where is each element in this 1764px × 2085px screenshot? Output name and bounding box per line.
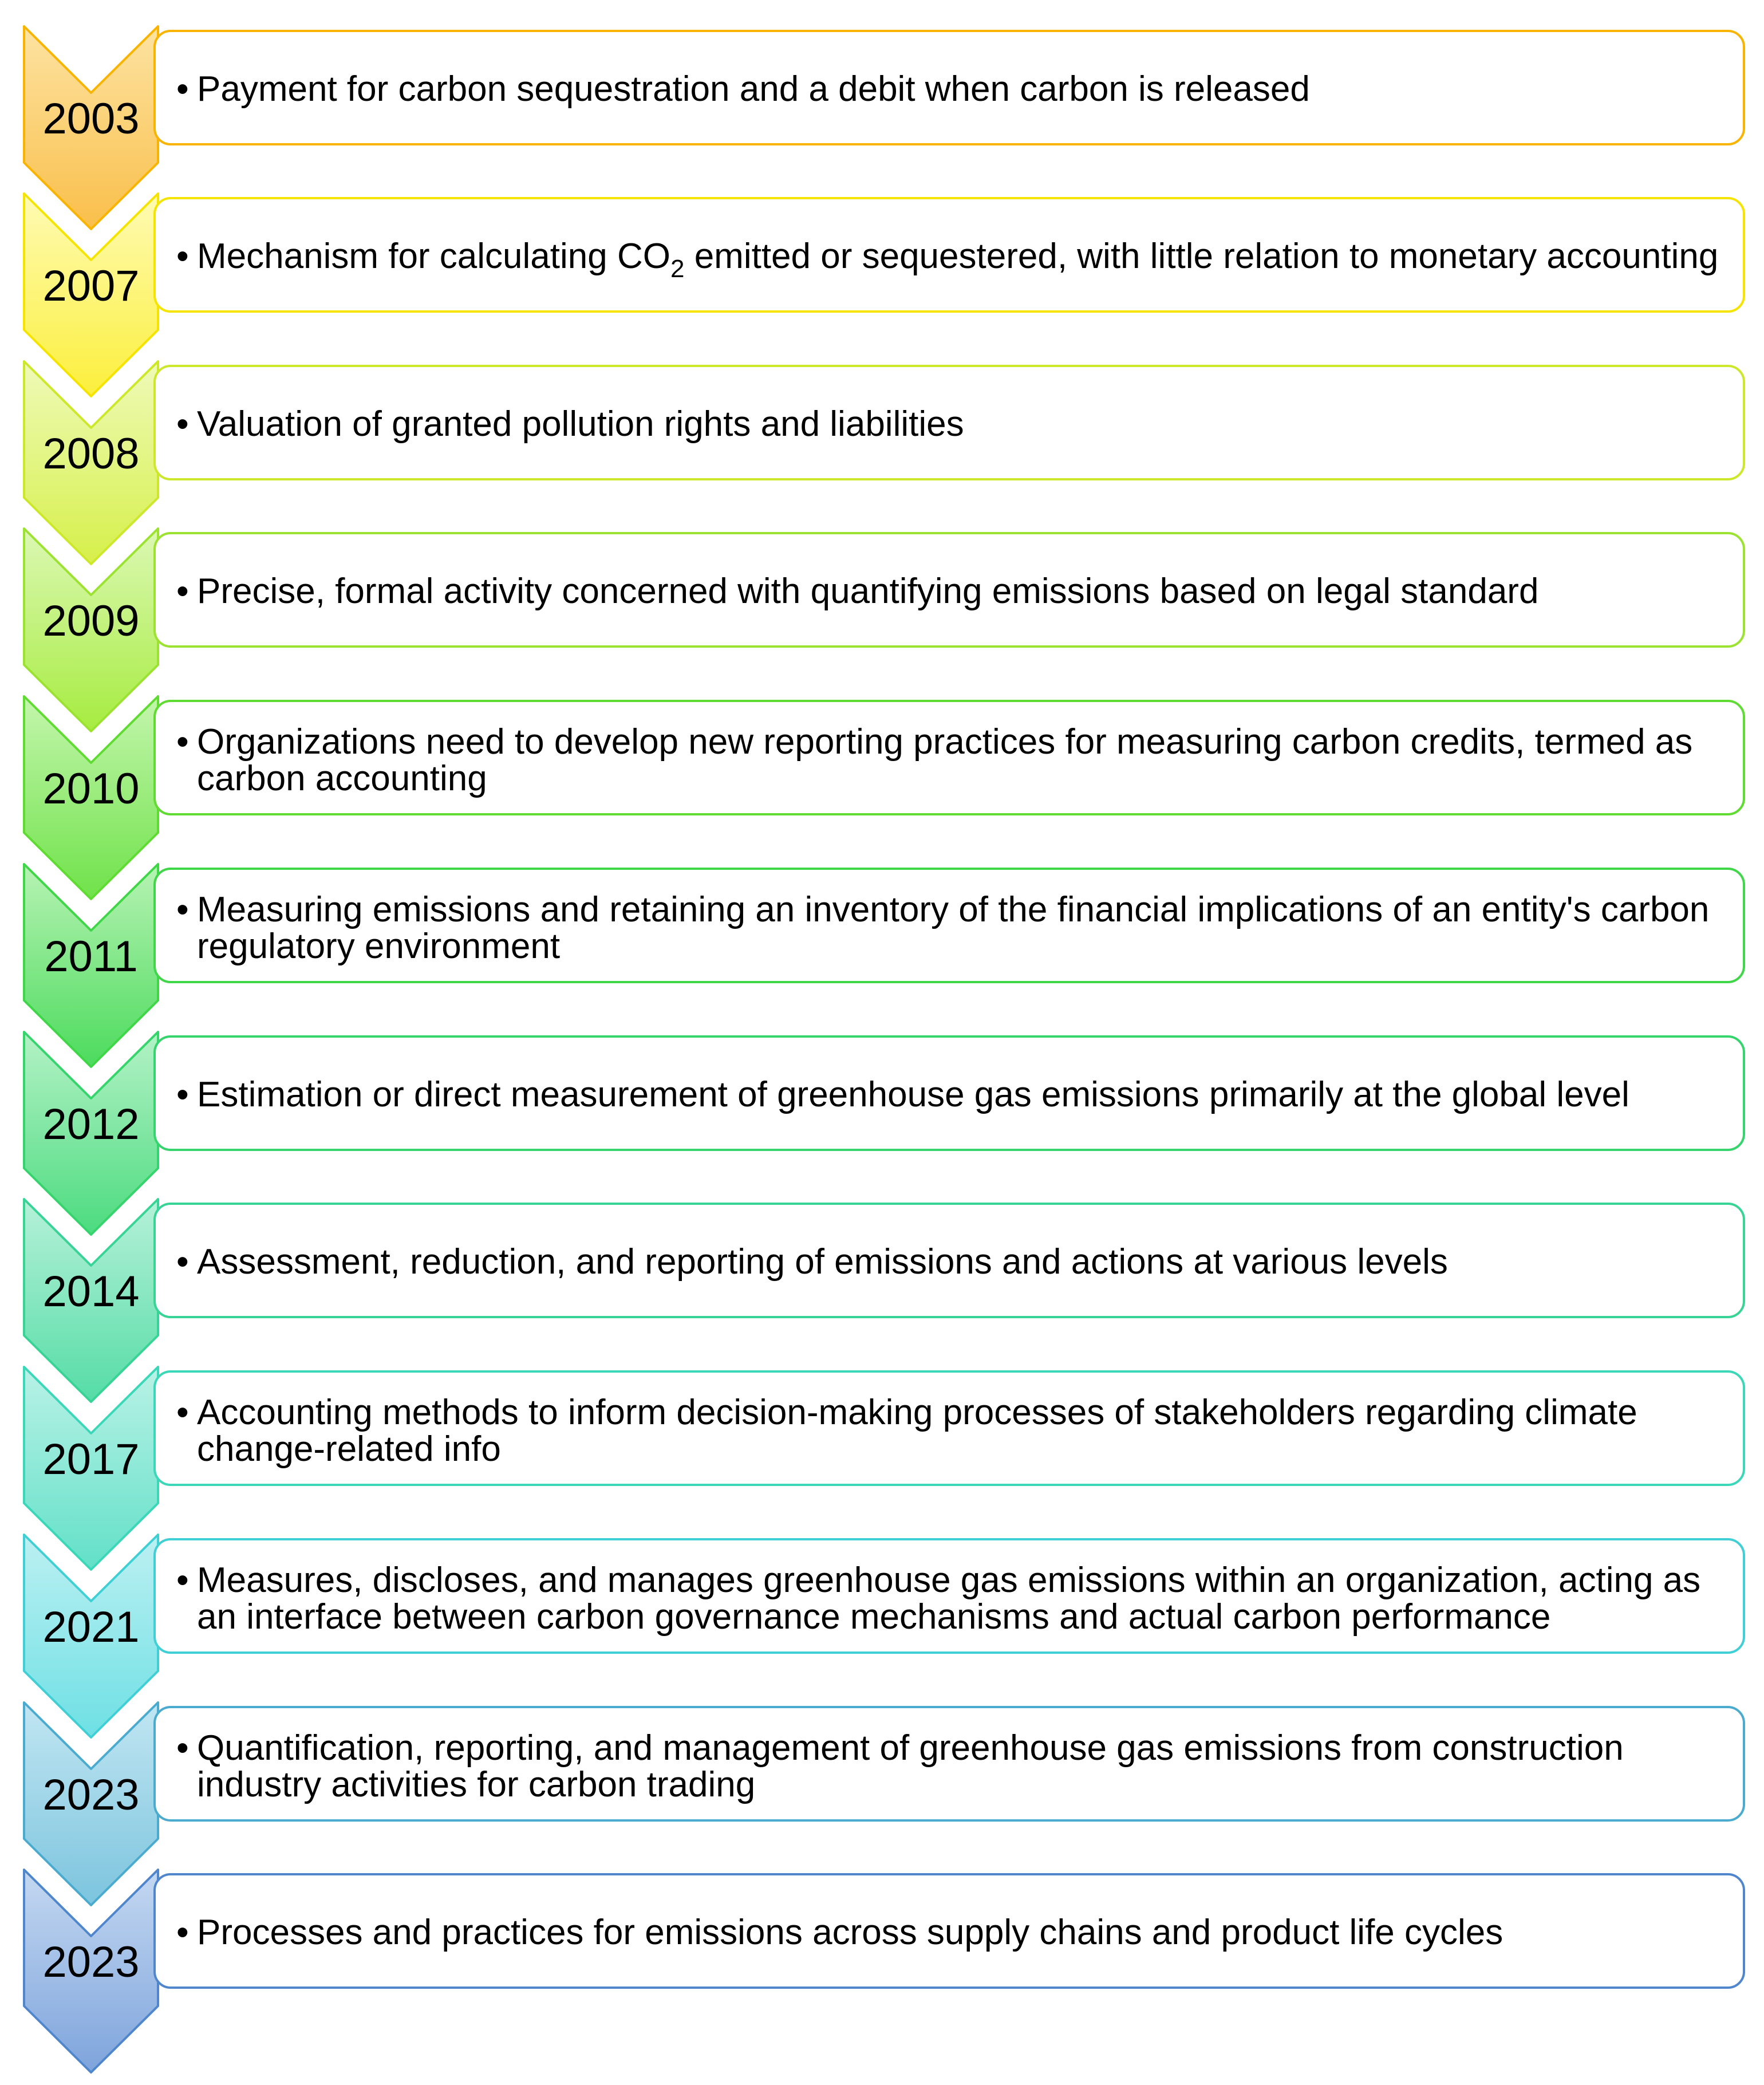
year-label: 2023: [42, 1771, 140, 1819]
bullet: •: [176, 1728, 189, 1768]
bullet: •: [176, 237, 189, 276]
description-text: Quantification, reporting, and management of greenhouse gas emissions from construction industry activities for carbon trading: [197, 1728, 1624, 1804]
year-label: 2008: [42, 429, 140, 478]
description-box: [153, 700, 1745, 815]
year-label: 2023: [42, 1938, 140, 1987]
year-label: 2014: [42, 1267, 140, 1316]
chevron-marker: [23, 1869, 159, 2075]
description-text-part: Mechanism for calculating CO: [197, 237, 670, 276]
year-label: 2010: [42, 764, 140, 813]
description-box: [153, 532, 1745, 648]
bullet: •: [176, 69, 189, 109]
bullet: •: [176, 571, 189, 611]
description-box: [153, 868, 1745, 983]
bullet: •: [176, 1393, 189, 1432]
description-box: [153, 1035, 1745, 1151]
bullet: •: [176, 404, 189, 444]
year-label: 2021: [42, 1603, 140, 1652]
description-box: [153, 365, 1745, 480]
description-box: [153, 1203, 1745, 1318]
description-box: [153, 1706, 1745, 1822]
bullet: •: [176, 890, 189, 929]
description-box: [153, 197, 1745, 313]
bullet: •: [176, 1242, 189, 1282]
year-label: 2017: [42, 1435, 140, 1484]
description-text: [197, 237, 1737, 283]
year-label: 2009: [42, 597, 140, 645]
description-text: Accounting methods to inform decision-making processes of stakeholders regarding climate change-related info: [197, 1393, 1637, 1469]
timeline-row: [0, 1869, 1764, 2075]
description-text: Estimation or direct measurement of greenhouse gas emissions primarily at the global level: [197, 1075, 1629, 1114]
bullet: •: [176, 1560, 189, 1600]
description-box: [153, 30, 1745, 145]
year-label: 2012: [42, 1100, 140, 1149]
description-text: Precise, formal activity concerned with quantifying emissions based on legal standard: [197, 571, 1539, 611]
description-text: Processes and practices for emissions across supply chains and product life cycles: [197, 1913, 1503, 1952]
description-text: Measuring emissions and retaining an inventory of the financial implications of an entity's carbon regulatory environment: [197, 890, 1710, 966]
year-label: 2007: [42, 262, 140, 310]
description-text: Measures, discloses, and manages greenhouse gas emissions within an organization, acting as an interface between carbon governance mechanisms and actual carbon performance: [197, 1560, 1701, 1637]
description-text: Payment for carbon sequestration and a debit when carbon is released: [197, 69, 1310, 109]
bullet: •: [176, 722, 189, 762]
subscript-text: 2: [670, 255, 685, 283]
description-box: [153, 1370, 1745, 1486]
year-label: 2011: [44, 932, 138, 981]
description-text-part: emitted or sequestered, with little relation to monetary accounting: [684, 237, 1719, 276]
bullet: •: [176, 1913, 189, 1952]
description-text: Organizations need to develop new reporting practices for measuring carbon credits, termed as carbon accounting: [197, 722, 1693, 798]
description-text: Valuation of granted pollution rights and liabilities: [197, 404, 964, 444]
description-text: Assessment, reduction, and reporting of emissions and actions at various levels: [197, 1242, 1448, 1282]
description-box: [153, 1538, 1745, 1654]
description-box: [153, 1873, 1745, 1989]
bullet: •: [176, 1075, 189, 1114]
year-label: 2003: [42, 94, 140, 143]
